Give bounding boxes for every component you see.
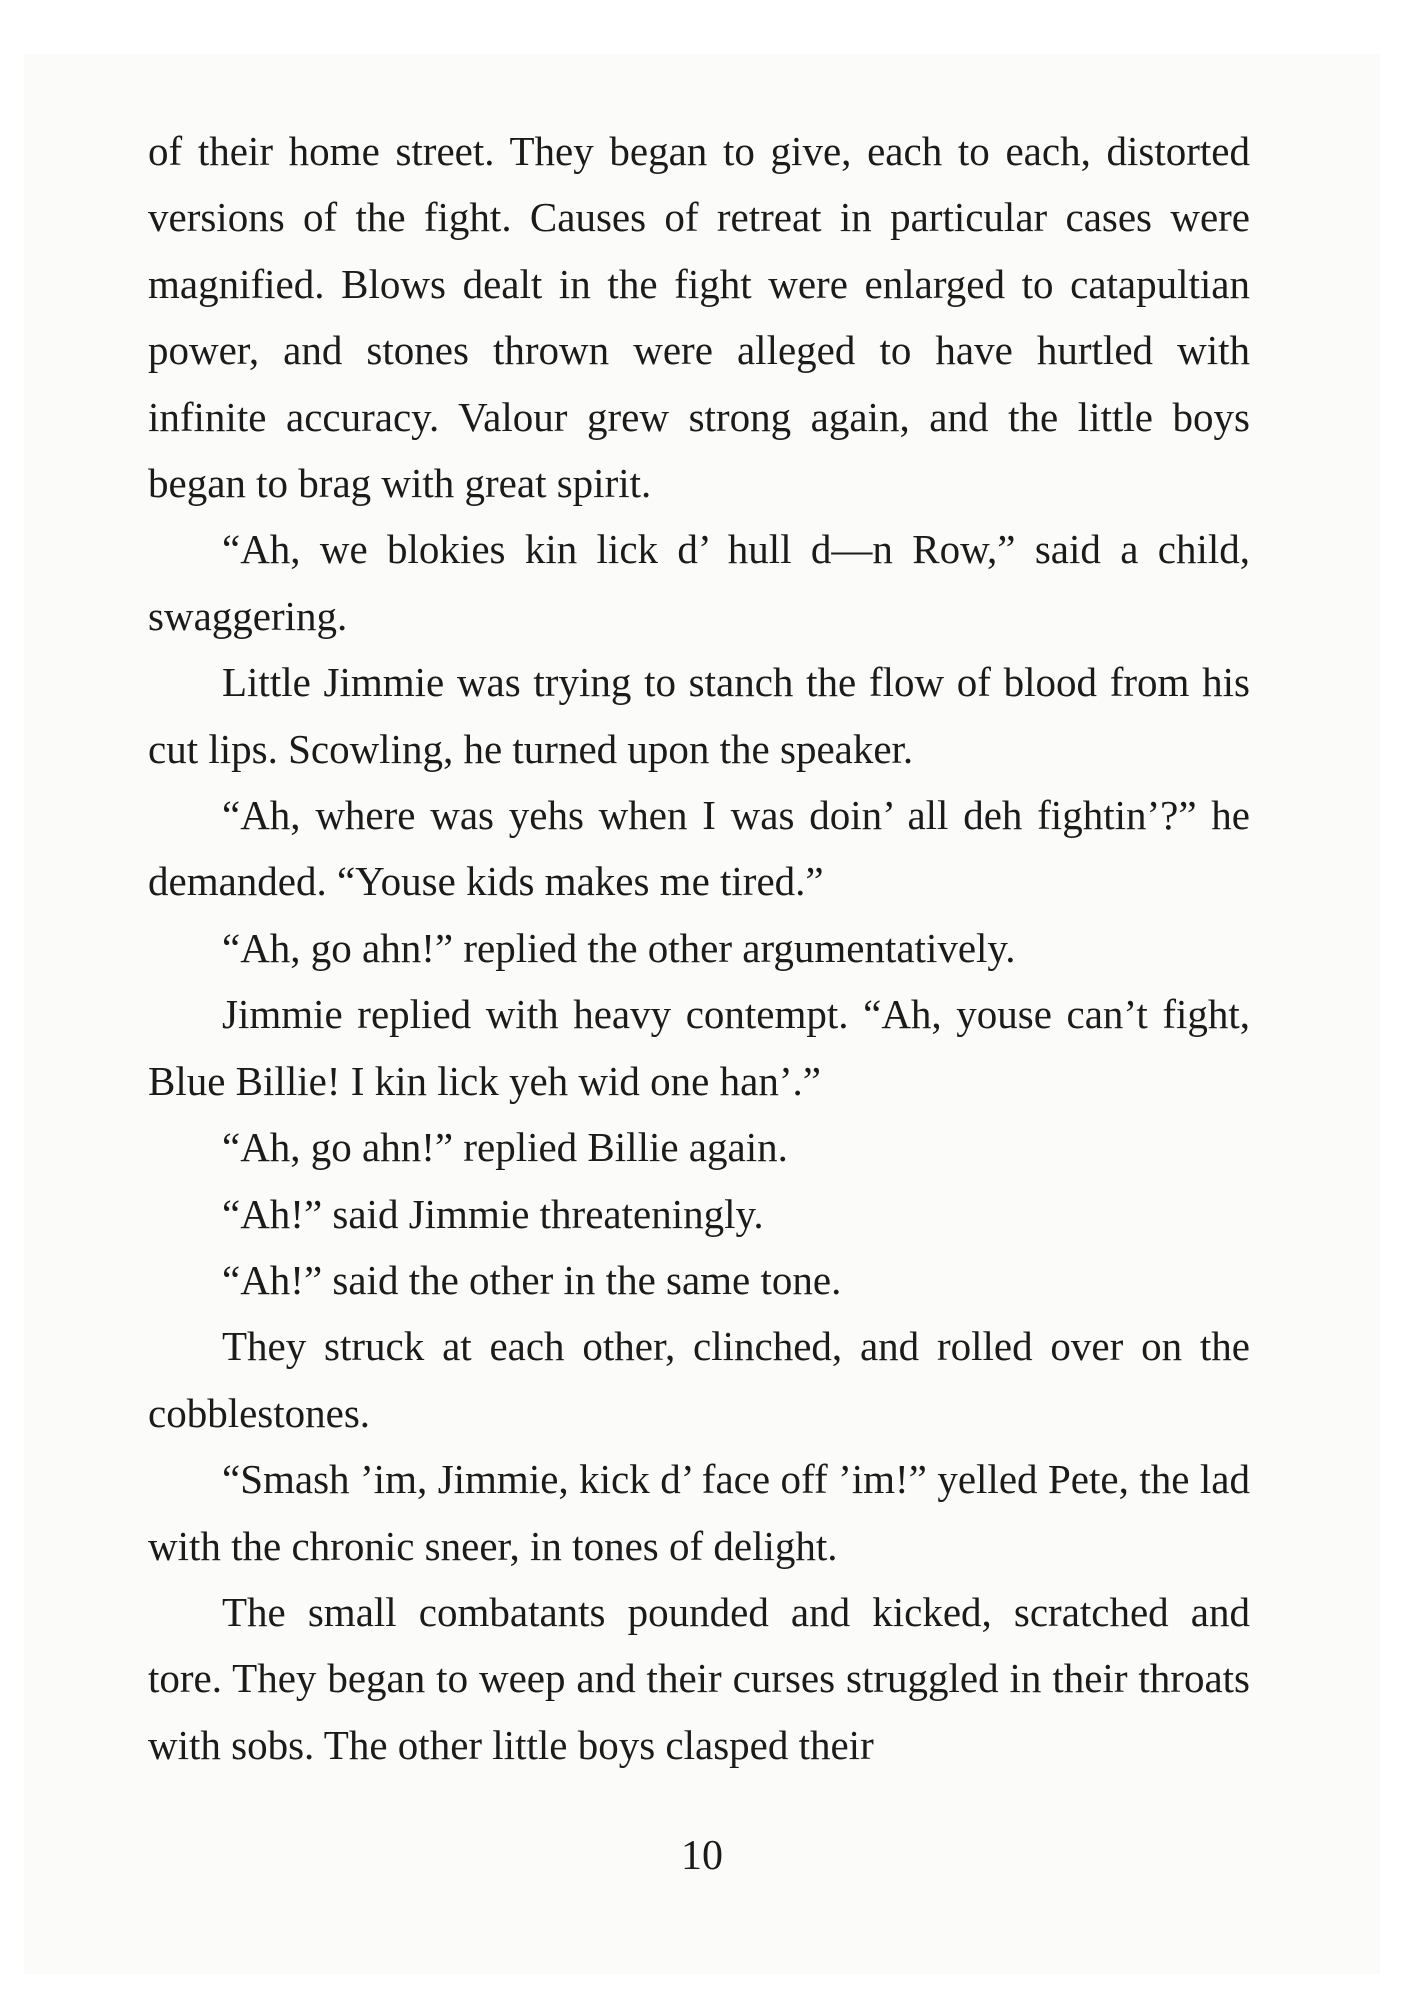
paragraph: “Ah, go ahn!” replied Billie again. bbox=[222, 1124, 788, 1171]
paragraph: “Ah!” said the other in the same tone. bbox=[222, 1256, 842, 1303]
paragraph: Jimmie replied with heavy contempt. “Ah, youse can’t fight, Blue Billie! I kin lick yeh wid one han’.” bbox=[148, 991, 1250, 1104]
page-number: 10 bbox=[681, 1833, 723, 1879]
paragraph: of their home street. They began to give, each to each, distorted versions of the fight. Causes of retreat in particular cases were magnified. Blows dealt in the fight were enlarged to catapultian power, and stones thrown were alleged to have hurtled with infinite accuracy. Valour grew strong again, and the little boys began to brag with great spirit. bbox=[148, 128, 1250, 507]
paragraph: “Ah!” said Jimmie threateningly. bbox=[222, 1190, 764, 1237]
paragraph: “Smash ’im, Jimmie, kick d’ face off ’im!” yelled Pete, the lad with the chronic sneer, in tones of delight. bbox=[148, 1456, 1250, 1569]
paragraph: They struck at each other, clinched, and rolled over on the cobblestones. bbox=[148, 1323, 1250, 1436]
paragraph: “Ah, where was yehs when I was doin’ all deh fightin’?” he demanded. “Youse kids makes me tired.” bbox=[148, 792, 1250, 905]
paragraph: Little Jimmie was trying to stanch the flow of blood from his cut lips. Scowling, he turned upon the speaker. bbox=[148, 659, 1250, 772]
body-text bbox=[148, 118, 1250, 1778]
paragraph: “Ah, go ahn!” replied the other argumentatively. bbox=[222, 924, 1016, 971]
paragraph: The small combatants pounded and kicked, scratched and tore. They began to weep and their curses struggled in their throats with sobs. The other little boys clasped their bbox=[148, 1588, 1250, 1768]
paragraph: “Ah, we blokies kin lick d’ hull d—n Row,” said a child, swaggering. bbox=[148, 526, 1250, 639]
